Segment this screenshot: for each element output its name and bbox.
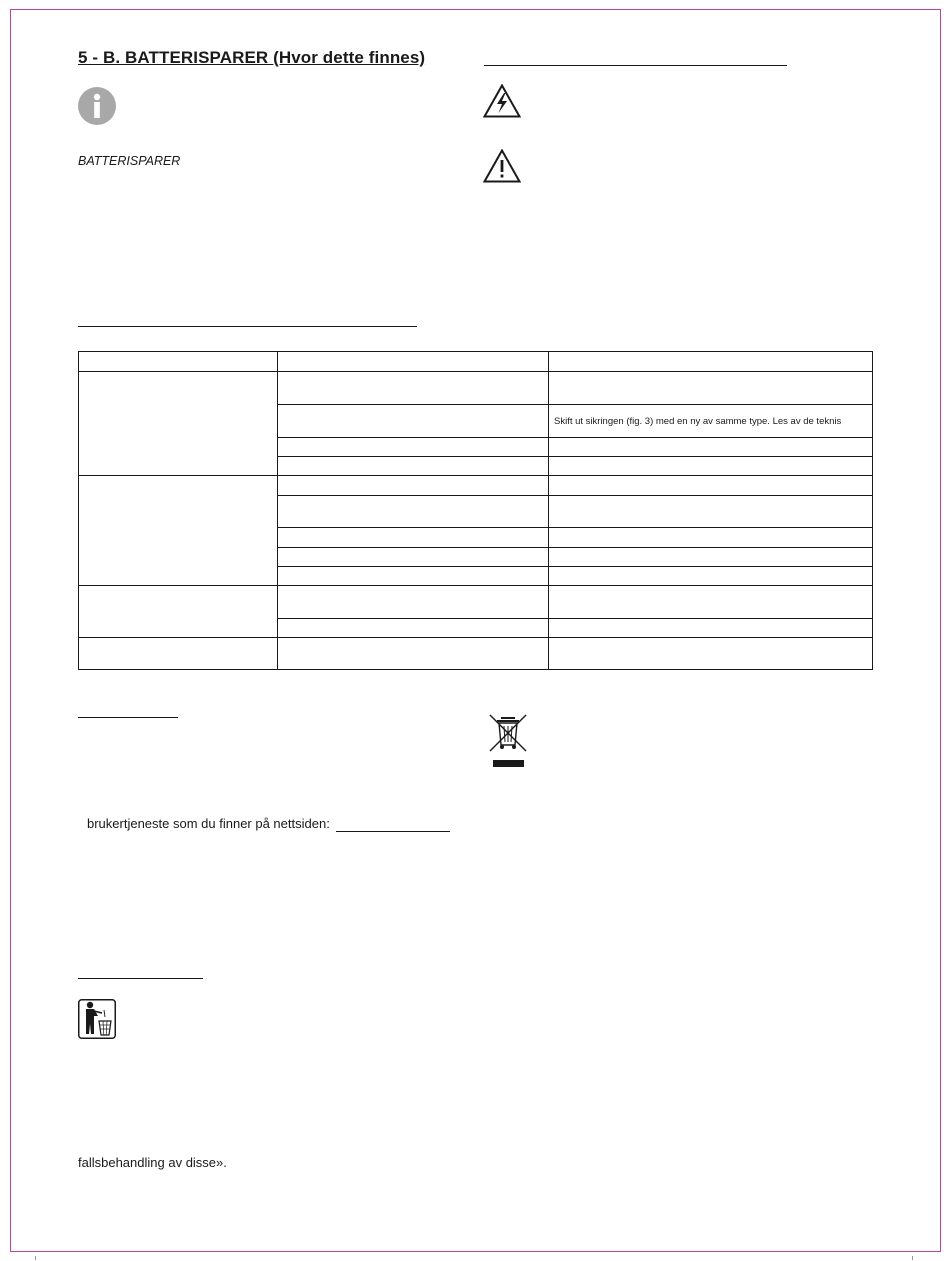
table-row <box>79 638 873 670</box>
warning-icon <box>483 149 521 188</box>
table-cell <box>278 567 549 586</box>
table-cell <box>549 567 873 586</box>
right-heading-rule <box>484 65 787 66</box>
table-cell <box>549 586 873 619</box>
table-cell <box>549 638 873 670</box>
table-cell <box>278 638 549 670</box>
crop-mark <box>35 1256 36 1260</box>
table-row <box>79 372 873 405</box>
table-cell <box>278 457 549 476</box>
table-cell <box>79 638 278 670</box>
table-cell <box>549 496 873 528</box>
info-icon <box>78 87 116 130</box>
table-cell <box>549 548 873 567</box>
fuse-instruction-cell: Skift ut sikringen (fig. 3) med en ny av samme type. Les av de teknis <box>549 405 873 438</box>
table-cell <box>278 548 549 567</box>
crop-mark <box>912 1256 913 1260</box>
info-label: BATTERISPARER <box>78 154 181 168</box>
table-cell <box>278 586 549 619</box>
service-text-label: brukertjeneste som du finner på nettsiden: <box>87 816 330 831</box>
service-text <box>87 816 450 832</box>
tidy-bin-icon <box>78 999 116 1044</box>
disposal-text: fallsbehandling av disse». <box>78 1155 227 1170</box>
table-cell <box>549 438 873 457</box>
table-heading-rule <box>78 326 417 327</box>
table-cell <box>549 619 873 638</box>
table-cell <box>79 372 278 476</box>
table-header-row <box>79 352 873 372</box>
table-row <box>79 586 873 619</box>
section-title: 5 - B. BATTERISPARER (Hvor dette finnes) <box>78 48 426 67</box>
table-cell <box>278 476 549 496</box>
table-header-cell <box>79 352 278 372</box>
table-cell <box>278 528 549 548</box>
table-header-cell <box>278 352 549 372</box>
crossed-bin-icon <box>488 713 528 774</box>
troubleshooting-table <box>78 351 873 670</box>
electric-hazard-icon <box>483 84 521 123</box>
table-cell <box>278 438 549 457</box>
table-cell <box>79 476 278 586</box>
table-cell <box>549 372 873 405</box>
table-cell <box>278 619 549 638</box>
table-cell <box>278 405 549 438</box>
table-cell <box>278 372 549 405</box>
service-heading-rule <box>78 717 178 718</box>
table-cell <box>79 586 278 638</box>
table-row <box>79 476 873 496</box>
website-blank <box>336 816 450 832</box>
table-cell <box>278 496 549 528</box>
table-cell <box>549 528 873 548</box>
table-cell <box>549 476 873 496</box>
table-header-cell <box>549 352 873 372</box>
disposal-heading-rule <box>78 978 203 979</box>
table-cell <box>549 457 873 476</box>
